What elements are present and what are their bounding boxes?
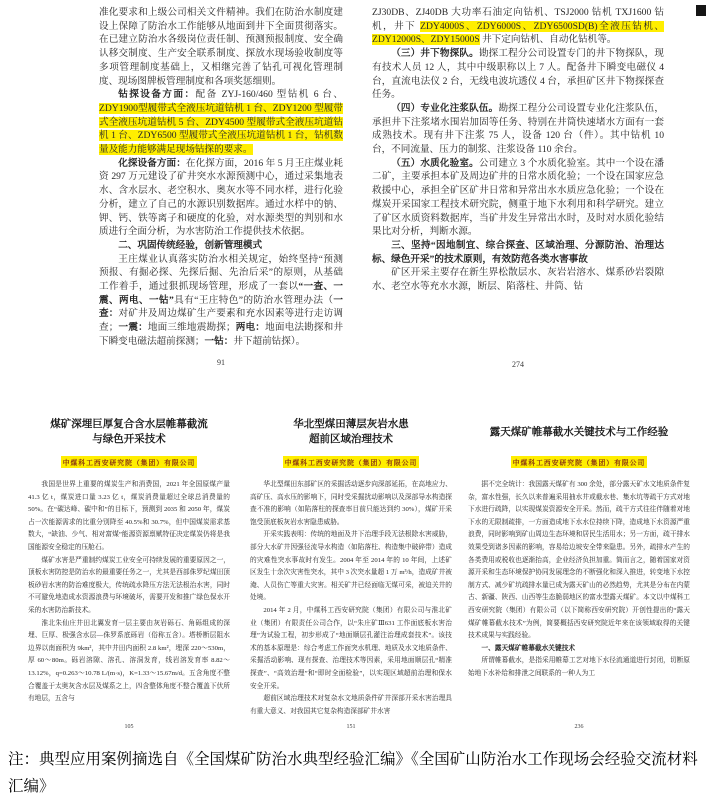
page-title-line: 超前区域治理技术 — [309, 434, 393, 445]
text-segment: 对矿井及周边煤矿生产要素和充水因素等进行走访调查； — [99, 308, 344, 334]
text-segment: “一查、一震、两电、一钻” — [99, 281, 344, 306]
text-segment: 我国是世界上重要的煤炭生产和消费国，2021 年全国原煤产量 41.3 亿 t，煤炭进口量 3.23 亿 t，煤炭消费量超过全球总消费量的 50%。在“碳达峰、碳中和”的目标下，预测到 2035 和 2050 年，煤炭占一次能源需求的比重分别降至 40.5%和 30.7%，但中国煤炭需求基数大，“缺油、少气、相对富煤”能源资源禀赋特征决定煤炭仍将是我国能源安全稳定的压舱石。 — [28, 481, 230, 551]
paragraph — [99, 253, 343, 349]
text-segment: （四）专业化注浆队伍。 — [391, 102, 499, 114]
page-number-top-right: 274 — [512, 360, 524, 369]
page-body — [250, 479, 452, 718]
highlighted-text: ZDY4000S、ZDY6000S、ZDY6500SD(B)全液压钻机、ZDY12000S、ZDY15000S — [372, 20, 664, 46]
text-segment: 超前区域治理技术对复杂水文地质条件矿井深部开采水害治理具有重大意义、对我国其它复杂构造深部矿井水害 — [250, 695, 452, 715]
footnote: 注：典型应用案例摘选自《全国煤矿防治水典型经验汇编》《全国矿山防治水工作现场会经验交流材料汇编》 — [8, 751, 698, 795]
text-segment: 地面三维地震勘探； — [147, 322, 236, 334]
organization-line — [250, 452, 452, 470]
paragraph — [99, 239, 343, 253]
page-title-line: 与绿色开采技术 — [92, 434, 166, 445]
text-segment: 在化探方面，2016 年 5 月王庄煤业耗资 297 万元建设了矿井突水水源预测中心，通过采集地表水、含水层水、老空积水、奥灰水等不同水样，进行化验分析，建立了自己的水源识别数据库。通过水样中的钠、钾、钙、铁等离子和硬度的化验，对水源类型的判别和水质进行全面分析，为水害防治工作提供技术依据。 — [99, 157, 343, 238]
paragraph — [372, 239, 664, 266]
paragraph — [99, 88, 343, 157]
highlighted-text: ZDY1900型履带式全液压坑道钻机 1 台、ZDY1200 型履带式全液压坑道钻机 5 台、ZDY4500 型履带式全液压坑道钻机 1 台、ZDY6500 型履带式全液压坑道钻机 1 台，钻机数量及能力能够满足现场钻探的要求。 — [99, 102, 343, 156]
paragraph — [250, 605, 452, 693]
paragraph — [99, 6, 343, 88]
text-segment: 据不完全统计：我国露天煤矿有 300 余处，部分露天矿水文地质条件复杂，富水性强，长久以来普遍采用抽水井或截水巷、集水坑等疏干方式对地下水进行疏降，以实现煤炭资源安全开采。然而，疏干方式往往伴随着对地下水的无限制疏排，一方面造成地下水水位持续下降，造成地下水资源严重浪费，同时影响到矿山周边生态环境和居民生活用水；另一方面，疏干排水效果受到诸多因素的影响，容易给边坡安全带来隐患。另外，疏排水产生的各类费用或税收也逐渐抬高，企业经济负担加重。简而言之，随着国家对资源开采和生态环境保护协同发展理念的不断强化和深入推进，转变地下水控制方式、减少矿坑疏排水量已成为露天矿山的必然趋势，尤其是分布在内蒙古、新疆、陕西、山西等生态脆弱地区的富水型露天煤矿。本文以中煤科工西安研究院（集团）有限公司（以下简称西安研究院）开创性提出的“露天煤矿帷幕截水技术”为例，简要概括西安研究院近年来在该领域取得的关键技术成果与实践经验。 — [468, 481, 690, 640]
organization-name: 中煤科工西安研究院（集团）有限公司 — [511, 456, 648, 468]
text-segment: 两电： — [235, 322, 266, 334]
text-segment: （五）水质化验室。 — [391, 157, 479, 169]
page-body — [468, 479, 690, 681]
paragraph — [28, 618, 230, 706]
paragraph — [372, 102, 664, 157]
paragraph — [468, 479, 690, 643]
text-segment: ZJ30DB、ZJ40DB 大功率石油定向钻机、TSJ2000 钻机 TXJ1600 钻机，井下 — [372, 7, 664, 32]
page-scan-bottom-left — [28, 416, 230, 706]
page-title — [250, 416, 452, 448]
paragraph — [99, 157, 343, 239]
page-scan-top-left — [99, 6, 343, 349]
text-segment: 准化要求和上级公司相关文件精神。我们在防治水制度建设上保障了防治水工作能够从地面到井下全面贯彻落实。在已建立防治水各级岗位责任制、预测预报制度、安全确认移交制度、生产安全联系制度、探放水现场验收制度等多项管理制度基础上，又相继完善了钻孔可视化管理制度、现场图牌板管理制度和各项奖惩细则。 — [99, 7, 343, 87]
paragraph — [28, 555, 230, 618]
page-body — [28, 479, 230, 706]
organization-line — [468, 452, 690, 470]
text-segment: 一查： — [99, 294, 343, 320]
paragraph — [372, 47, 664, 102]
page-scan-bottom-right — [468, 416, 690, 681]
paragraph — [250, 693, 452, 718]
organization-name: 中煤科工西安研究院（集团）有限公司 — [61, 456, 198, 468]
paragraph — [468, 655, 690, 680]
text-segment: 勘探工程分公司设置专门的井下物探队，现有技术人员 12 人，其中中级职称以上 7 人。配备井下瞬变电磁仪 4 台，直流电法仪 2 台，无线电波坑透仪 4 台，承担矿区井下物探探查任务。 — [372, 48, 665, 101]
page-number-bottom-middle: 151 — [346, 724, 356, 730]
paragraph — [28, 479, 230, 555]
page-number-top-left: 91 — [217, 358, 225, 367]
page-number-bottom-right: 236 — [574, 724, 584, 730]
text-segment: 三、坚持“因地制宜、综合探查、区域治理、分源防治、治理达标、绿色开采”的技术原则，有效防范各类水害事故 — [372, 239, 664, 265]
organization-line — [28, 452, 230, 470]
text-segment: 2014 年 2 月，中煤科工西安研究院（集团）有限公司与淮北矿业（集团）有限责任公司合作，以“朱庄矿Ⅲ631 工作面底板水害治理”为试验工程，初步形成了“地面顺层孔灌注治理成套技术”。该技术的基本原理是：综合考虑工作面突水机理、地质及水文地质条件、采掘活动影响、现有探查、治理技术等因素，采用地面顺层孔“精准探查”、“高效治理”和“即时全面检验”，以实现区域超前治理和保水安全开采。 — [250, 606, 452, 690]
text-segment: 王庄煤业认真落实防治水相关规定，始终坚持“预测预报、有掘必探、先探后掘、先治后采”的原则，从基础工作着手，通过狠抓现场管理，形成了一套以 — [99, 253, 343, 293]
paragraph — [372, 6, 664, 47]
paragraph — [250, 479, 452, 529]
text-segment: 华北型煤田东部矿区的采掘活动逐步向深部延拓，在高地应力、高矿压、高水压的影响下，同时受采掘扰动影响以及深部导水构造探查不准的影响（如陷落柱的探查率目前只能达到约 30%），煤矿开采饱受顶底板灰岩水害隐患威胁。 — [250, 481, 452, 526]
text-segment: 二、巩固传统经验，创新管理模式 — [118, 239, 263, 251]
text-segment: 井下定向钻机、自动化钻机等。 — [479, 34, 617, 46]
organization-name: 中煤科工西安研究院（集团）有限公司 — [283, 456, 420, 468]
text-segment: 淮北朱仙庄井田北翼发育一层主要由灰岩砾石、角砾组成的深埋、巨厚、极强含水层—侏罗系底砾岩（俗称五含）。塔桥断层阻水边界以南面积为 9km²，其中井田内面积 2.8 km²，埋深 220～530m，厚 60～80m。砾岩溶隙、溶孔、溶洞发育，线岩溶发育率 8.82～13.12%，q=0.263～10.78 L/(m·s)，K=1.33～15.67m/d。五含角度不整合覆盖于太奥灰含水层及煤系之上，四含整体角度不整合覆盖下伏所有地层，五含与 — [28, 619, 230, 703]
paragraph — [250, 529, 452, 605]
text-segment: 井下超前钻探）。 — [233, 335, 306, 347]
text-segment: （三）井下物探队。 — [391, 48, 479, 60]
text-segment: 一钻： — [204, 335, 234, 347]
paragraph — [468, 643, 690, 656]
page-scan-bottom-middle — [250, 416, 452, 718]
text-segment: 煤矿水害是严重制约煤炭工业安全可持续发展的重要原因之一，顶板水害防控是防治水的最重要任务之一，尤其是西部侏罗纪煤田顶板砂岩水害的防治难度极大，传统疏水降压方法无法根治水害，同时不可避免地造成水资源浪费与环境破坏，需要开发和推广绿色保水开采的水害防治新技术。 — [28, 556, 230, 614]
page-title-line: 煤矿深埋巨厚复合含水层帷幕截流 — [50, 419, 208, 430]
page-title-line: 华北型煤田薄层灰岩水患 — [293, 419, 409, 430]
text-segment: 具有“王庄特色”的防治水管理办法（ — [173, 294, 334, 306]
page-number-bottom-left: 105 — [124, 724, 134, 730]
page-scan-top-right — [372, 6, 664, 294]
text-segment: 开采实践表明：传统的地面及井下治理手段无法根除水害威胁，部分大水矿井因强径流导水构造（如陷落柱、构造集中破碎带）造成的灾难性突水事故时有发生。2004 年至 2014 年的 10 年间，上述矿区发生十余次灾害性突水，其中 3 次突水量超 1 万 m³/h，造成矿井被淹、人员伤亡等重大灾害。相关矿井已经面临无煤可采，被迫关井的处境。 — [250, 531, 452, 602]
paragraph — [372, 266, 664, 293]
text-segment: 一震： — [118, 322, 148, 334]
text-segment: 钻探设备方面： — [118, 89, 196, 101]
page-title-line: 露天煤矿帷幕截水关键技术与工作经验 — [489, 426, 669, 438]
scan-artifact-mark — [696, 5, 706, 16]
text-segment: 地面电法勘探和井下瞬变电磁法超前探测； — [99, 322, 344, 347]
text-segment: 化探设备方面： — [118, 157, 186, 169]
text-segment: 公司建立 3 个水质化验室。其中一个设在潘二矿，主要承担本矿及周边矿井的日常水质化验；一个设在国家应急救援中心，承担全矿区矿井日常和异常出水水质应急化验；一个设在煤炭开采国家工程技术研究院，侧重于地下水利用和科学研究。建立了矿区水质资料数据库，当矿井发生异常出水时，及时对水质化验结果比对分析，判断水源。 — [372, 157, 665, 238]
text-segment: 配备 ZYJ-160/460 型钻机 6 台、 — [195, 89, 344, 101]
text-segment: 一、露天煤矿帷幕截水关键技术 — [481, 644, 576, 652]
paragraph — [372, 157, 664, 239]
text-segment: 所谓帷幕截水，是指采用帷幕工艺对地下水径流通道进行封闭，切断原始地下水补给和排泄之间联系的一种人为工 — [468, 657, 690, 677]
text-segment: 矿区开采主要存在新生界松散层水、灰岩岩溶水、煤系砂岩裂隙水、老空水等充水水源，断层、陷落柱、井筒、钻 — [372, 267, 664, 293]
text-segment: 勘探工程分公司设置专业化注浆队伍，承担井下注浆堵水围岩加固等任务、特别在井筒快速堵水方面有一套成熟技术。现有井下注浆 75 人，设备 120 台（件）。其中钻机 10 台，不同流量、压力的制浆、注浆设备 110 余台。 — [372, 102, 665, 156]
page-title — [28, 416, 230, 448]
page-title — [468, 416, 690, 448]
